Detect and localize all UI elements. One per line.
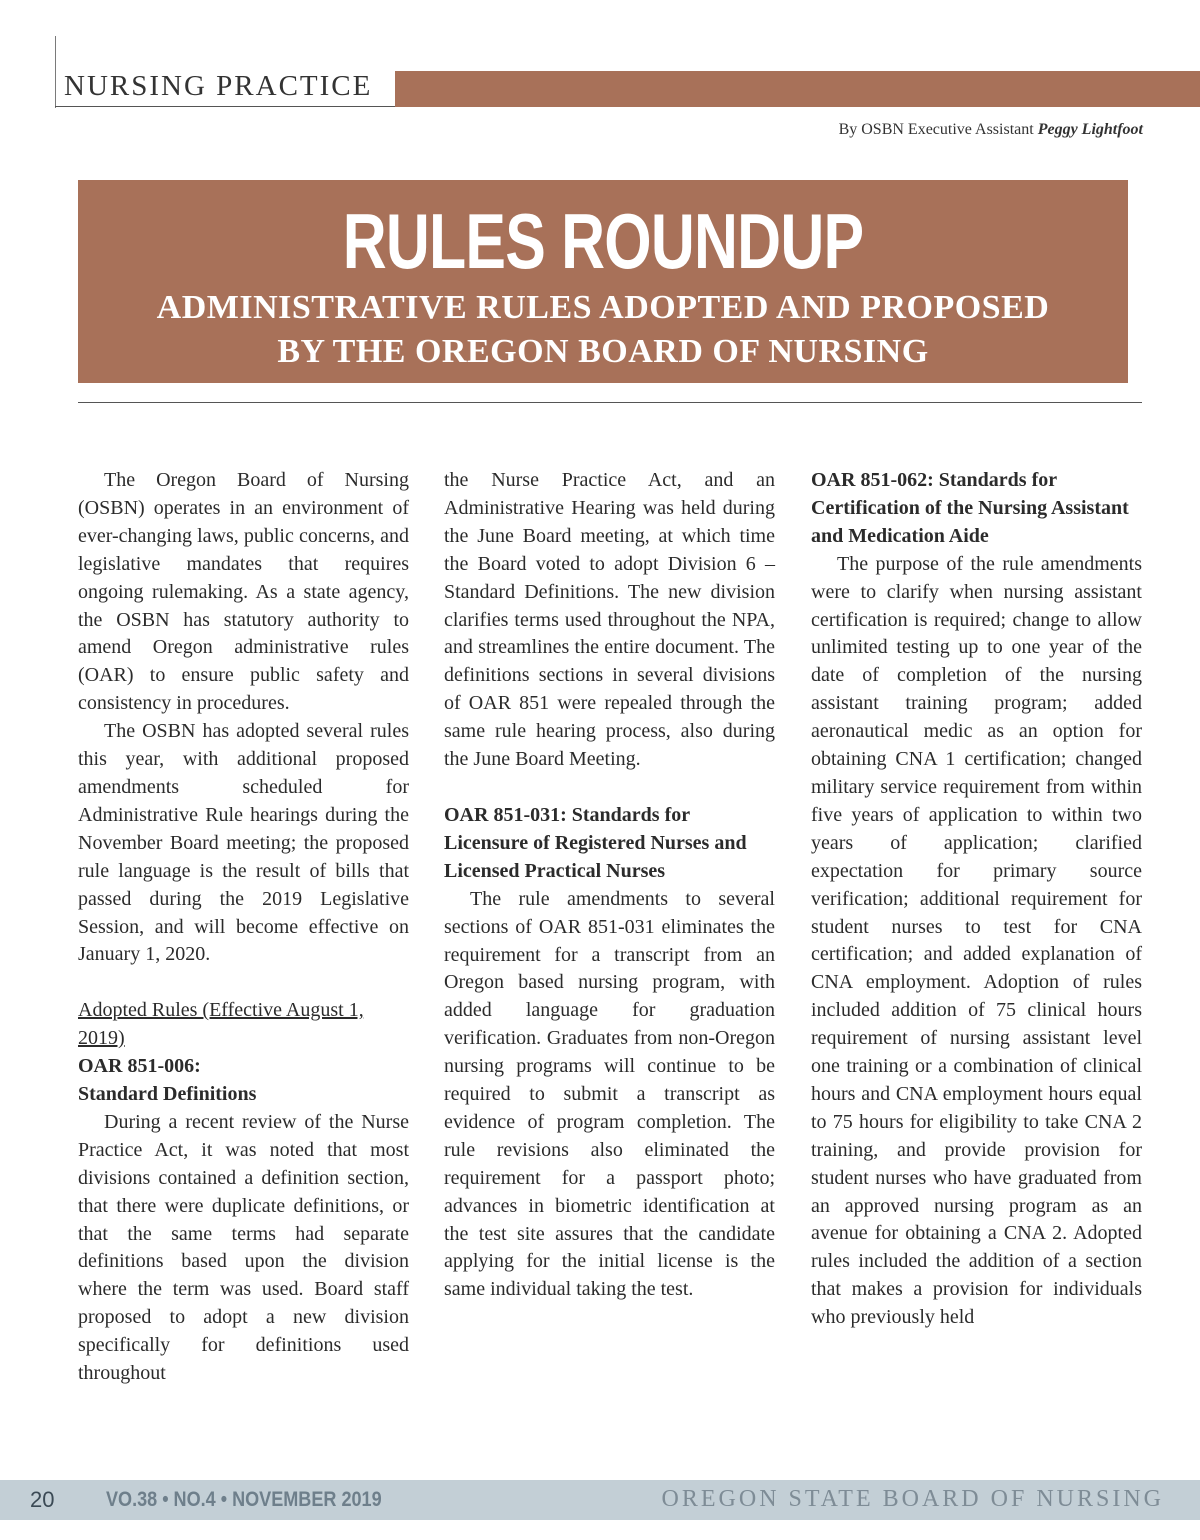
- byline: [839, 121, 1143, 139]
- article-subtitle: [78, 286, 1128, 374]
- section-label: NURSING PRACTICE: [64, 70, 373, 102]
- text-column-1: [78, 467, 409, 1388]
- text-column-3: [811, 467, 1142, 1332]
- paragraph: The OSBN has adopted several rules this year, with additional proposed amendments scheduled for Administrative Rule hearings during the November Board meeting; the proposed rule language is the result of bills that passed during the 2019 Legislative Session, and will become effective on January 1, 2020.: [78, 720, 409, 966]
- page-number: 20: [30, 1487, 55, 1512]
- section-underline: [55, 106, 395, 107]
- adopted-rules-heading: Adopted Rules (Effective August 1, 2019): [78, 999, 364, 1050]
- paragraph: The purpose of the rule amendments were to clarify when nursing assistant certification is required; change to allow unlimited testing up to one year of the date of completion of the nursing assistant training program; added aeronautical medic as an option for obtaining CNA 1 certification; changed military service requirement from within five years of application to within two years of application; clarified expectation for primary source verification; additional requirement for student nurses to test for CNA certification; and added explanation of CNA employment. Adoption of rules included addition of 75 clinical hours requirement of nursing assistant level one training or a combination of clinical hours and CNA employment hours equal to 75 hours for eligibility to take CNA 2 training, and provide provision for student nurses who have graduated from an approved nursing program as an avenue for obtaining a CNA 2. Adopted rules included the addition of a section that makes a provision for individuals who previously held: [811, 552, 1142, 1329]
- issue-info: VO.38 • NO.4 • NOVEMBER 2019: [106, 1488, 382, 1511]
- byline-author: Peggy Lightfoot: [1037, 121, 1143, 138]
- paragraph: The Oregon Board of Nursing (OSBN) operates in an environment of ever-changing laws, public concerns, and legislative mandates that requires ongoing rulemaking. As a state agency, the OSBN has statutory authority to amend Oregon administrative rules (OAR) to ensure public safety and consistency in procedures.: [78, 469, 409, 715]
- paragraph: The rule amendments to several sections of OAR 851-031 eliminates the requirement for a transcript from an Oregon based nursing program, with added language for graduation verification. Graduates from non-Oregon nursing programs will continue to be required to submit a transcript as evidence of program completion. The rule revisions also eliminated the requirement for a passport photo; advances in biometric identification at the test site assures that the candidate applying for the initial license is the same individual taking the test.: [444, 887, 775, 1301]
- paragraph: During a recent review of the Nurse Practice Act, it was noted that most divisions contained a definition section, that there were duplicate definitions, or that the same terms had separate definitions based upon the division where the term was used. Board staff proposed to adopt a new division specifically for definitions used throughout: [78, 1110, 409, 1385]
- section-color-bar: [395, 71, 1200, 107]
- left-vertical-rule: [55, 36, 56, 108]
- rule-heading: OAR 851-031: Standards for Licensure of Registered Nurses and Licensed Practical Nurses: [444, 803, 747, 882]
- byline-prefix: By OSBN Executive Assistant: [838, 121, 1034, 138]
- title-banner: [78, 180, 1128, 383]
- subtitle-line-2: BY THE OREGON BOARD OF NURSING: [277, 333, 929, 370]
- paragraph: the Nurse Practice Act, and an Administrative Hearing was held during the June Board meeting, at which time the Board voted to adopt Division 6 – Standard Definitions. The new division clarifies terms used throughout the NPA, and streamlines the entire document. The definitions sections in several divisions of OAR 851 were repealed through the same rule hearing process, also during the June Board Meeting.: [444, 469, 775, 771]
- subtitle-line-1: ADMINISTRATIVE RULES ADOPTED AND PROPOSED: [156, 289, 1050, 326]
- article-title: RULES ROUNDUP: [342, 197, 864, 285]
- horizontal-divider: [78, 402, 1142, 403]
- rule-title-heading: Standard Definitions: [78, 1083, 257, 1106]
- rule-heading: OAR 851-062: Standards for Certification of the Nursing Assistant and Medication Aide: [811, 469, 1129, 547]
- rule-number-heading: OAR 851-006:: [78, 1055, 201, 1078]
- publisher-name: OREGON STATE BOARD OF NURSING: [661, 1486, 1164, 1512]
- text-column-2: [444, 467, 775, 1304]
